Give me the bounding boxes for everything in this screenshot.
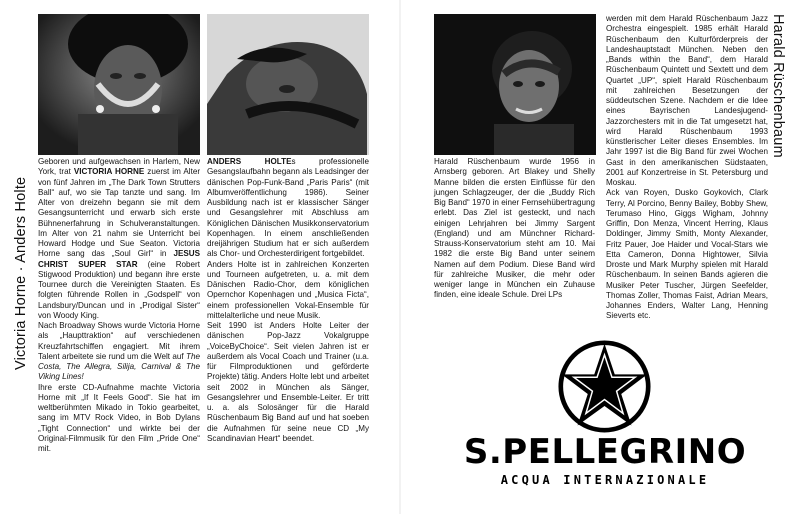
text-run: Ack van Royen, Dusko Goykovich, Clark Terry, Al Porcino, Benny Bailey, Bobby Shew, Terumaso Hino, Giggs Wigham, Johnny Griffin, Don Menza, Vincent Herring, Klaus Doldinger, Jimmy Smith, Monty Alexander, Fritz Pauer, Joe Haider und Vocal-Stars wie Etta Cameron, Donna Hightower, Silvia Droste und Mark Murphy spielen mit Harald Rüschenbaum. In seinen Bands agieren die Musiker Peter Tuscher, Jürgen Seefelder, Thomas Zoller, Thomas Faist, Adrian Mears, Johannes Enders, Walter Lang, Henning Sieverts etc. xyxy=(606,188,768,321)
text-run: Geboren und aufgewachsen in Harlem, New York, trat xyxy=(38,157,200,177)
bio-harald-rueschenbaum-part2 xyxy=(606,14,768,322)
left-page-title: Victoria Horne · Anders Holte xyxy=(13,176,29,370)
page-gutter xyxy=(399,0,401,514)
text-run: ANDERS HOLTE xyxy=(207,157,292,166)
photo-anders-holte xyxy=(207,14,369,155)
brand-tagline: ACQUA INTERNAZIONALE xyxy=(500,473,710,487)
text-run: VICTORIA HORNE xyxy=(73,167,145,177)
text-run: s professionelle Gesangslaufbahn begann als Leadsinger der dänischen Pop-Funk-Band „Paris Paris“ (mit Albumveröffentlichung 1986). Seiner Ausbildung nach ist er klassischer Sänger und Gesangslehrer mit Abschluss am Königlichen Dänischen Musikkonservatorium Kopenhagen. In einem anschließenden dreijährigen Studium hat er sich außerdem als Chor- und Orchesterdirigent fortgebildet. xyxy=(207,157,369,259)
text-run: Nach Broadway Shows wurde Victoria Horne als „Haupttraktion“ auf verschiedenen Kreuzfahrtschiffen engagiert. Mit ihrem Talent arbeitete sie rund um die Welt auf xyxy=(38,321,200,361)
text-run: The Costa, The Allegra, Silija, Carnival & The Viking Lines! xyxy=(38,351,200,382)
photo-victoria-horne xyxy=(38,14,200,155)
text-run: Harald Rüschenbaum wurde 1956 in Arnsberg geboren. Art Blakey und Shelly Manne bilden die ersten Einflüsse für den jungen Schlagzeuger, der die „Buddy Rich Big Band“ 1970 in einer Fernsehübertragung erlebt. Das Ziel ist gesteckt, und nach einigen Lehrjahren bei Jimmy Sargent (England) und am Münchner Richard-Strauss-Konservatorium steht am 10. Mai 1982 die erste Big Band unter seinem Namen auf dem Podium. Diese Band wird für zahlreiche Musiker, die mehr oder weniger lange in München ein Zuhause finden, eine ideale Schule. Drei LPs xyxy=(434,157,595,300)
bio-anders-holte xyxy=(207,157,369,444)
text-run: Ihre erste CD-Aufnahme machte Victoria Horne mit „If It Feels Good“. Sie hat im weltberühmten Mikado in Tokio gearbeitet, sang im MTV Rock Video, in Bob Dylans „Tight Connection“ und wirkte bei der Original-Filmmusik für den Film „Pride One“ mit. xyxy=(38,382,200,453)
star-icon xyxy=(558,340,651,433)
bio-victoria-horne xyxy=(38,157,200,454)
photo-harald-rueschenbaum xyxy=(434,14,596,155)
text-run: Seit 1990 ist Anders Holte Leiter der dänischen Pop-Jazz Vokalgruppe „VoiceByChoice“. Seit vielen Jahren ist er außerdem als Vocal Coach und Trainer (u.a. für Filmproduktionen und geförderte Projekte) tätig. Anders Holte lebt und arbeitet seit 2002 in München als Sänger, Gesangslehrer und Ensemble-Leiter. Er tritt u. a. als Solosänger für die Harald Rüschenbaum Big Band auf und hat soeben die Aufnahmen für seine neue CD „My Scandinavian Heart“ beendet. xyxy=(207,321,369,443)
text-run: JESUS CHRIST SUPER STAR xyxy=(38,249,200,269)
brand-name: S.PELLEGRINO xyxy=(463,432,747,472)
bio-harald-rueschenbaum-part1 xyxy=(434,157,595,301)
right-page-title: Harald Rüschenbaum xyxy=(770,14,786,158)
text-run: Anders Holte ist in zahlreichen Konzerten und Tourneen aufgetreten, u. a. mit dem Dänischen Radio-Chor, dem königlichen Opernchor Kopenhagen und „Musica Ficta“, einem professionellen Vokal-Ensemble für mittelalterliche und neue Musik. xyxy=(207,259,369,320)
text-run: zuerst im Alter von fünf Jahren im „The Dark Town Strutters Ball“ auf, wo sie Tap tanzte und sang. Im Alter von dreizehn begann sie mit dem Gesangsunterricht und erwarb sich erste Bühnenerfahrung in Schulveranstaltungen. Im Alter von 21 nahm sie Unterricht bei Howard Hodge und Sue Seaton. Victoria Horne sang das „Soul Girl“ in xyxy=(38,167,201,259)
text-run: (eine Robert Stigwood Produktion) und begann ihre erste Tournee durch die Vereinigten Staaten. Es folgten führende Rollen in „Godspell“ von Landsbury/Duncan und in „Prodigal Sister“ von Woody King. xyxy=(38,259,200,320)
text-run: werden mit dem Harald Rüschenbaum Jazz Orchestra eingespielt. 1985 erhält Harald Rüschenbaum den Kulturförderpreis der Landeshauptstadt München. Neben den „Bands within the Band“, dem Harald Rüschenbaum Quintett und Sextett und dem Quartet „UP“, spielt Harald Rüschenbaum mit zahlreichen Besetzungen der süddeutschen Szene. Nachdem er die Idee eines Bayrischen Landesjugend-Jazzorchesters mit in die Tat umgesetzt hat, wird Harald Rüschenbaum 1993 künstlerischer Leiter dieses Ensembles. Im Jahr 1997 ist die Big Band für zwei Wochen Gast in den amerikanischen Südstaaten, 2001 auf Konzertreise in St. Petersburg und Moskau. xyxy=(606,14,768,187)
sponsor-logo xyxy=(455,340,755,500)
